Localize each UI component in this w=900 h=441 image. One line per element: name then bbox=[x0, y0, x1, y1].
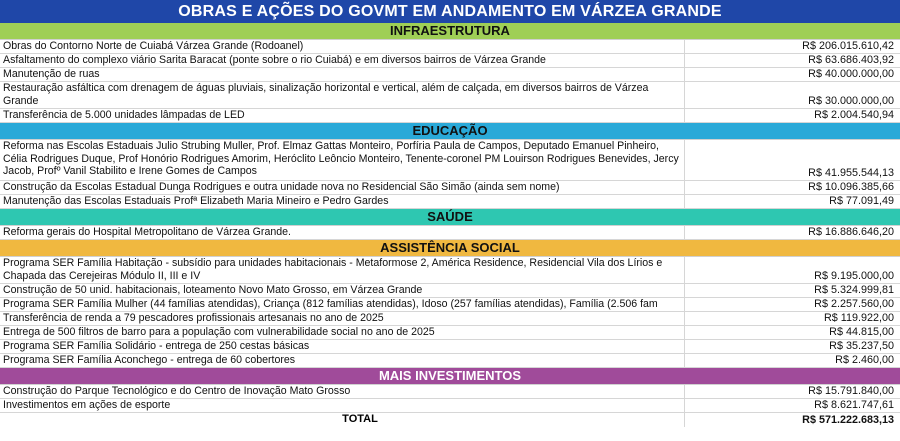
item-description: Construção do Parque Tecnológico e do Centro de Inovação Mato Grosso bbox=[3, 385, 351, 397]
column-divider bbox=[684, 413, 685, 427]
item-value: R$ 44.815,00 bbox=[829, 326, 894, 338]
table-row bbox=[0, 140, 900, 181]
item-description: Construção de 50 unid. habitacionais, loteamento Novo Mato Grosso, em Várzea Grande bbox=[3, 284, 423, 296]
item-value: R$ 5.324.999,81 bbox=[814, 284, 894, 296]
item-value: R$ 16.886.646,20 bbox=[808, 226, 894, 238]
item-description: Obras do Contorno Norte de Cuiabá Várzea Grande (Rodoanel) bbox=[3, 40, 304, 52]
table-row bbox=[0, 181, 900, 195]
column-divider bbox=[684, 385, 685, 398]
item-value: R$ 2.004.540,94 bbox=[814, 109, 894, 121]
table-row bbox=[0, 68, 900, 82]
item-description: Programa SER Família Solidário - entrega de 250 cestas básicas bbox=[3, 340, 310, 352]
item-value: R$ 40.000.000,00 bbox=[808, 68, 894, 80]
table-row bbox=[0, 40, 900, 54]
column-divider bbox=[684, 181, 685, 194]
column-divider bbox=[684, 195, 685, 208]
item-description: Construção da Escolas Estadual Dunga Rodrigues e outra unidade nova no Residencial São Simão (ainda sem nome) bbox=[3, 181, 560, 193]
table-row bbox=[0, 54, 900, 68]
section-header-mais-investimentos: MAIS INVESTIMENTOS bbox=[0, 368, 900, 385]
table-row bbox=[0, 326, 900, 340]
column-divider bbox=[684, 340, 685, 353]
item-value: R$ 8.621.747,61 bbox=[814, 399, 894, 411]
item-description: Restauração asfáltica com drenagem de águas pluviais, sinalização horizontal e vertical, além de calçada, em diversos bairros de Várzea Grande bbox=[3, 82, 649, 107]
table-row bbox=[0, 284, 900, 298]
item-description: Programa SER Família Habitação - subsídio para unidades habitacionais - Metaformose 2, América Residence, Residencial Vila dos Lírios e Chapada das Cerejeiras Módulo II, III e IV bbox=[3, 257, 663, 282]
total-row bbox=[0, 413, 900, 427]
table-row bbox=[0, 399, 900, 413]
section-header-educacao: EDUCAÇÃO bbox=[0, 123, 900, 140]
item-description: Manutenção de ruas bbox=[3, 68, 100, 80]
column-divider bbox=[684, 109, 685, 122]
item-description: Transferência de renda a 79 pescadores profissionais artesanais no ano de 2025 bbox=[3, 312, 384, 324]
item-value: R$ 77.091,49 bbox=[829, 195, 894, 207]
column-divider bbox=[684, 326, 685, 339]
item-value: R$ 2.460,00 bbox=[835, 354, 894, 366]
item-description: Transferência de 5.000 unidades lâmpadas de LED bbox=[3, 109, 245, 121]
item-value: R$ 10.096.385,66 bbox=[808, 181, 894, 193]
item-description: Programa SER Família Aconchego - entrega de 60 cobertores bbox=[3, 354, 296, 366]
item-value: R$ 2.257.560,00 bbox=[814, 298, 894, 310]
item-description: Programa SER Família Mulher (44 famílias atendidas), Criança (812 famílias atendidas), Idoso (257 famílias atendidas), Família (2.506 fam bbox=[3, 298, 658, 310]
page-title: OBRAS E AÇÕES DO GOVMT EM ANDAMENTO EM VÁRZEA GRANDE bbox=[0, 0, 900, 23]
table-row bbox=[0, 354, 900, 368]
item-value: R$ 41.955.544,13 bbox=[808, 167, 894, 179]
table-row bbox=[0, 340, 900, 354]
table-row bbox=[0, 312, 900, 326]
total-label: TOTAL bbox=[342, 413, 378, 425]
section-header-assistencia-social: ASSISTÊNCIA SOCIAL bbox=[0, 240, 900, 257]
item-value: R$ 15.791.840,00 bbox=[808, 385, 894, 397]
column-divider bbox=[684, 226, 685, 239]
column-divider bbox=[684, 312, 685, 325]
item-description: Manutenção das Escolas Estaduais Profª Elizabeth Maria Mineiro e Pedro Gardes bbox=[3, 195, 389, 207]
column-divider bbox=[684, 354, 685, 367]
column-divider bbox=[684, 68, 685, 81]
item-description: Investimentos em ações de esporte bbox=[3, 399, 171, 411]
column-divider bbox=[684, 257, 685, 283]
column-divider bbox=[684, 399, 685, 412]
table-row bbox=[0, 257, 900, 284]
item-value: R$ 35.237,50 bbox=[829, 340, 894, 352]
item-value: R$ 63.686.403,92 bbox=[808, 54, 894, 66]
table-row bbox=[0, 226, 900, 240]
column-divider bbox=[684, 40, 685, 53]
section-header-saude: SAÚDE bbox=[0, 209, 900, 226]
item-description: Asfaltamento do complexo viário Sarita Baracat (ponte sobre o rio Cuiabá) e em diversos bairros de Várzea Grande bbox=[3, 54, 546, 66]
section-header-infraestrutura: INFRAESTRUTURA bbox=[0, 23, 900, 40]
column-divider bbox=[684, 82, 685, 108]
table-row bbox=[0, 385, 900, 399]
table-row bbox=[0, 109, 900, 123]
column-divider bbox=[684, 298, 685, 311]
total-value: R$ 571.222.683,13 bbox=[802, 414, 894, 426]
item-value: R$ 206.015.610,42 bbox=[802, 40, 894, 52]
column-divider bbox=[684, 140, 685, 180]
item-description: Entrega de 500 filtros de barro para a população com vulnerabilidade social no ano de 2025 bbox=[3, 326, 435, 338]
table-row bbox=[0, 195, 900, 209]
item-value: R$ 30.000.000,00 bbox=[808, 95, 894, 107]
column-divider bbox=[684, 284, 685, 297]
item-value: R$ 9.195.000,00 bbox=[814, 270, 894, 282]
item-value: R$ 119.922,00 bbox=[823, 312, 894, 324]
table-row bbox=[0, 82, 900, 109]
column-divider bbox=[684, 54, 685, 67]
table-row bbox=[0, 298, 900, 312]
item-description: Reforma gerais do Hospital Metropolitano de Várzea Grande. bbox=[3, 226, 291, 238]
item-description: Reforma nas Escolas Estaduais Julio Strubing Muller, Prof. Elmaz Gattas Monteiro, Porfíria Paula de Campos, Deputado Emanuel Pinheiro, Célia Rodrigues Duque, Prof Honório Rodrigues Amorim, Heróclito Leôncio Monteiro, Tenente-coronel PM Louirson Rodrigues Benevides, Jercy Jacob, Profº Vanil Stabilito e Irene Gomes de Campos bbox=[3, 140, 679, 177]
